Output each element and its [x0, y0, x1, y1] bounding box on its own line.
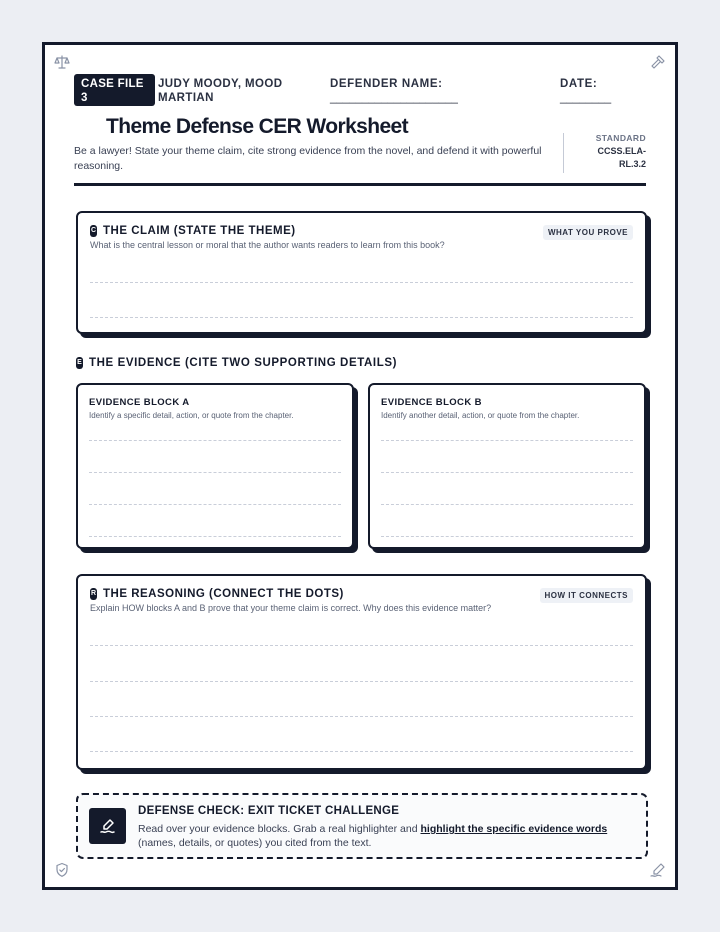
evidence-a-answer-line[interactable] [89, 536, 341, 537]
pen-signature-icon [89, 808, 126, 844]
defense-check-text [138, 822, 638, 850]
claim-pill: WHAT YOU PROVE [543, 225, 633, 240]
reasoning-pill: HOW IT CONNECTS [540, 588, 634, 603]
evidence-block-a-prompt: Identify a specific detail, action, or quote from the chapter. [89, 411, 294, 420]
evidence-tag: E [76, 357, 83, 369]
claim-title: THE CLAIM (STATE THE THEME) [103, 225, 296, 237]
claim-answer-line[interactable] [90, 317, 633, 318]
claim-tag: C [90, 225, 97, 237]
evidence-b-answer-line[interactable] [381, 472, 633, 473]
evidence-b-answer-line[interactable] [381, 440, 633, 441]
reasoning-answer-line[interactable] [90, 716, 633, 717]
evidence-b-answer-line[interactable] [381, 536, 633, 537]
scales-icon [54, 54, 70, 70]
standard-value: CCSS.ELA-RL.3.2 [597, 146, 646, 169]
defense-check-callout [76, 793, 648, 859]
reasoning-prompt: Explain HOW blocks A and B prove that your theme claim is correct. Why does this evidence matter? [90, 603, 492, 613]
evidence-block-a [76, 383, 354, 549]
case-file-badge: CASE FILE 3 [74, 74, 155, 106]
worksheet-page [42, 42, 678, 890]
evidence-a-answer-line[interactable] [89, 504, 341, 505]
reasoning-answer-line[interactable] [90, 681, 633, 682]
claim-section [76, 211, 647, 334]
pen-signature-icon [650, 862, 666, 878]
date-blank[interactable]: ________ [560, 92, 612, 104]
defense-check-highlight: highlight the specific evidence words [420, 823, 608, 835]
page-subtitle: Be a lawyer! State your theme claim, cite strong evidence from the novel, and defend it with powerful reasoning. [74, 145, 542, 172]
book-title: JUDY MOODY, MOOD MARTIAN [158, 78, 283, 104]
reasoning-title: THE REASONING (CONNECT THE DOTS) [103, 588, 344, 600]
evidence-a-answer-line[interactable] [89, 440, 341, 441]
page-title: Theme Defense CER Worksheet [106, 115, 409, 138]
date-field[interactable] [560, 77, 611, 105]
evidence-section-header [76, 357, 397, 369]
date-label: DATE: [560, 78, 598, 90]
evidence-block-a-title: EVIDENCE BLOCK A [89, 397, 190, 408]
standard-block [594, 133, 646, 171]
evidence-block-b-title: EVIDENCE BLOCK B [381, 397, 482, 408]
evidence-b-answer-line[interactable] [381, 504, 633, 505]
claim-prompt: What is the central lesson or moral that the author wants readers to learn from this book? [90, 240, 445, 250]
reasoning-tag: R [90, 588, 97, 600]
standard-divider [563, 133, 564, 173]
evidence-a-answer-line[interactable] [89, 472, 341, 473]
standard-label: STANDARD [595, 133, 646, 143]
defense-check-title: DEFENSE CHECK: EXIT TICKET CHALLENGE [138, 805, 400, 817]
header-rule [74, 183, 646, 186]
shield-icon [54, 862, 70, 878]
defense-check-text-start: Read over your evidence blocks. Grab a real highlighter and [138, 823, 421, 835]
defender-name-field[interactable] [330, 77, 458, 105]
reasoning-section [76, 574, 647, 770]
gavel-icon [650, 54, 666, 70]
defense-check-text-end: (names, details, or quotes) you cited from the text. [138, 837, 372, 849]
evidence-block-b-prompt: Identify another detail, action, or quote from the chapter. [381, 411, 580, 420]
evidence-block-b [368, 383, 646, 549]
defender-name-blank[interactable]: ____________________ [330, 92, 458, 104]
defender-name-label: DEFENDER NAME: [330, 78, 443, 90]
evidence-title: THE EVIDENCE (CITE TWO SUPPORTING DETAILS) [89, 357, 398, 369]
claim-answer-line[interactable] [90, 282, 633, 283]
reasoning-answer-line[interactable] [90, 645, 633, 646]
reasoning-answer-line[interactable] [90, 751, 633, 752]
